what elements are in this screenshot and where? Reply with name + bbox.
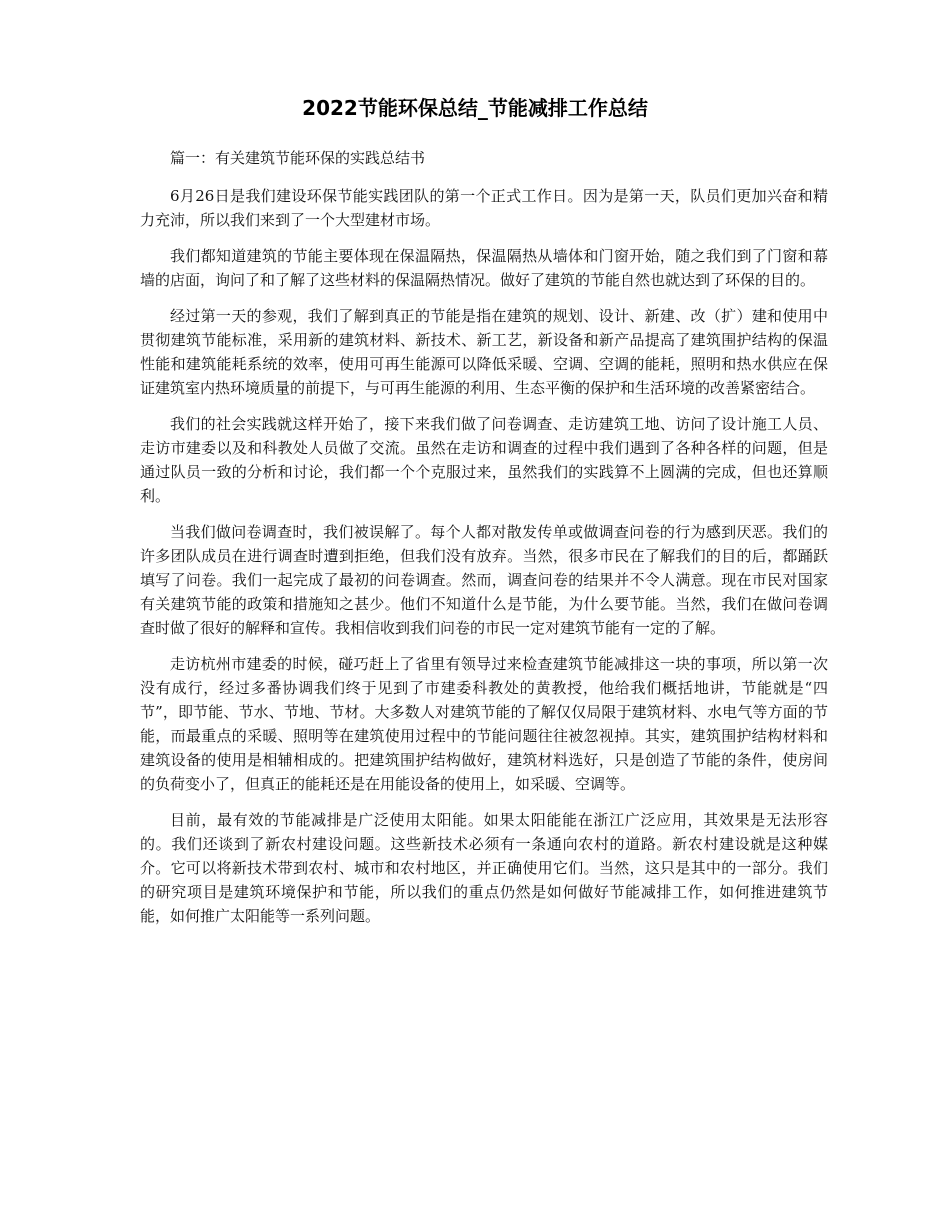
paragraph: 我们的社会实践就这样开始了，接下来我们做了问卷调查、走访建筑工地、访问了设计施工人员、走访市建委以及和科教处人员做了交流。虽然在走访和调查的过程中我们遇到了各种各样的问题，但是通过队员一致的分析和讨论，我们都一个个克服过来，虽然我们的实践算不上圆满的完成，但也还算顺利。 [140, 415, 828, 505]
document-body [140, 146, 828, 940]
paragraph: 经过第一天的参观，我们了解到真正的节能是指在建筑的规划、设计、新建、改（扩）建和使用中贯彻建筑节能标准，采用新的建筑材料、新技术、新工艺，新设备和新产品提高了建筑围护结构的保温性能和建筑能耗系统的效率，使用可再生能源可以降低采暖、空调、空调的能耗，照明和热水供应在保证建筑室内热环境质量的前提下，与可再生能源的利用、生态平衡的保护和生活环境的改善紧密结合。 [140, 307, 828, 397]
paragraph: 目前，最有效的节能减排是广泛使用太阳能。如果太阳能能在浙江广泛应用，其效果是无法形容的。我们还谈到了新农村建设问题。这些新技术必须有一条通向农村的道路。新农村建设就是这种媒介。它可以将新技术带到农村、城市和农村地区，并正确使用它们。当然，这只是其中的一部分。我们的研究项目是建筑环境保护和节能，所以我们的重点仍然是如何做好节能减排工作，如何推进建筑节能，如何推广太阳能等一系列问题。 [140, 811, 828, 925]
paragraph: 6月26日是我们建设环保节能实践团队的第一个正式工作日。因为是第一天，队员们更加兴奋和精力充沛，所以我们来到了一个大型建材市场。 [140, 187, 828, 229]
section-heading: 篇一：有关建筑节能环保的实践总结书 [170, 149, 426, 167]
paragraph: 走访杭州市建委的时候，碰巧赶上了省里有领导过来检查建筑节能减排这一块的事项，所以第一次没有成行，经过多番协调我们终于见到了市建委科教处的黄教授，他给我们概括地讲，节能就是“四节”，即节能、节水、节地、节材。大多数人对建筑节能的了解仅仅局限于建筑材料、水电气等方面的节能，而最重点的采暖、照明等在建筑使用过程中的节能问题往往被忽视掉。其实，建筑围护结构材料和建筑设备的使用是相辅相成的。把建筑围护结构做好，建筑材料选好，只是创造了节能的条件，使房间的负荷变小了，但真正的能耗还是在用能设备的使用上，如采暖、空调等。 [140, 655, 828, 793]
paragraph: 当我们做问卷调查时，我们被误解了。每个人都对散发传单或做调查问卷的行为感到厌恶。我们的许多团队成员在进行调查时遭到拒绝，但我们没有放弃。当然，很多市民在了解我们的目的后，都踊跃填写了问卷。我们一起完成了最初的问卷调查。然而，调查问卷的结果并不令人满意。现在市民对国家有关建筑节能的政策和措施知之甚少。他们不知道什么是节能，为什么要节能。当然，我们在做问卷调查时做了很好的解释和宣传。我相信收到我们问卷的市民一定对建筑节能有一定的了解。 [140, 523, 828, 637]
paragraph: 我们都知道建筑的节能主要体现在保温隔热，保温隔热从墙体和门窗开始，随之我们到了门窗和幕墙的店面，询问了和了解了这些材料的保温隔热情况。做好了建筑的节能自然也就达到了环保的目的。 [140, 247, 828, 289]
document-title: 2022节能环保总结_节能减排工作总结 [302, 96, 648, 120]
